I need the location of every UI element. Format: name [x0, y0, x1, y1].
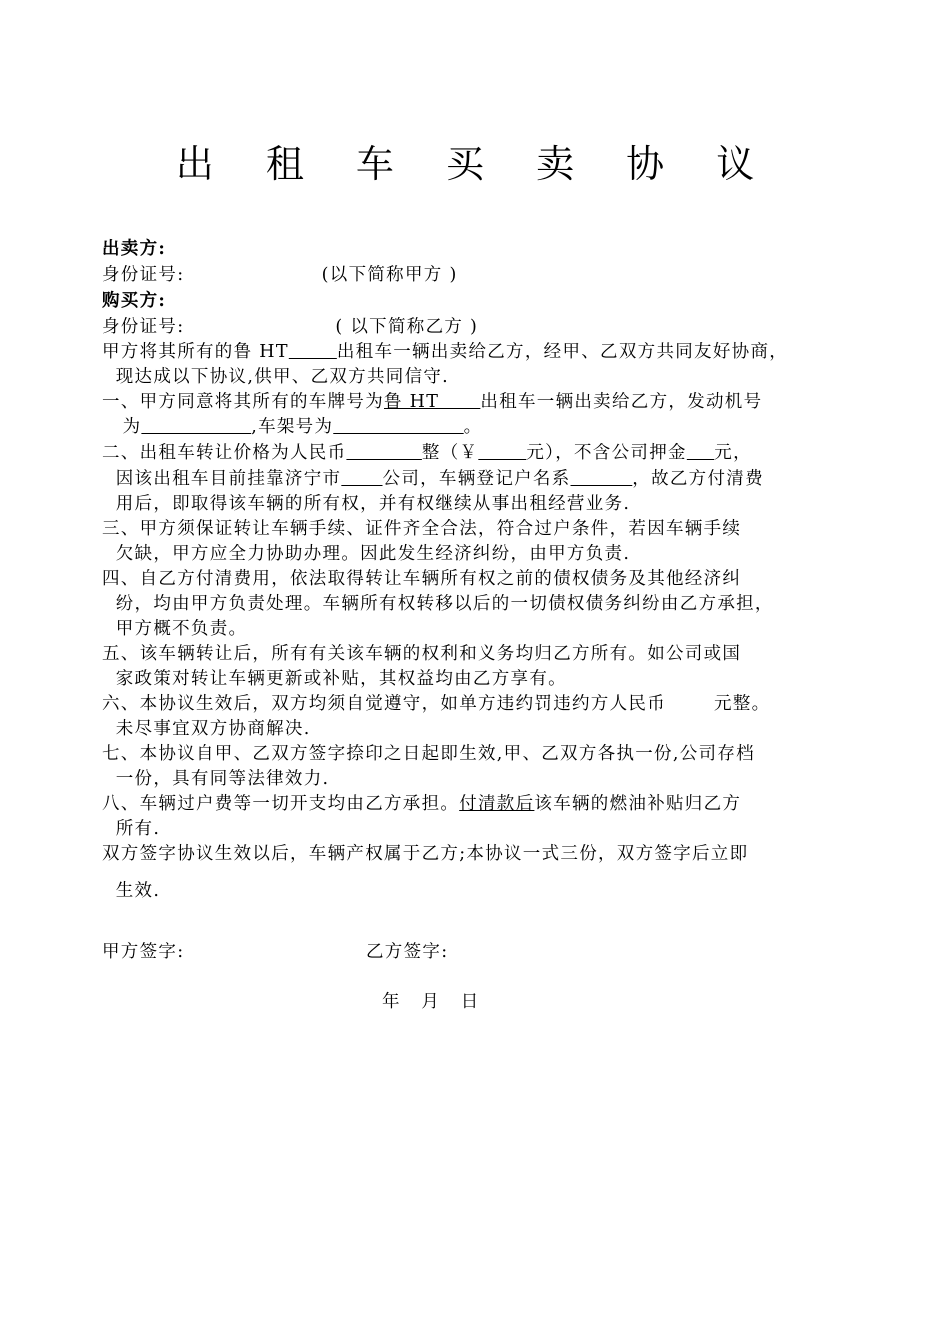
- clause-2-text-a: 二、出租车转让价格为人民币: [102, 443, 347, 463]
- clause-2-line-1: [102, 440, 752, 466]
- clause-8-text-a: 八、车辆过户费等一切开支均由乙方承担。: [102, 794, 460, 814]
- price-blank: [346, 443, 422, 463]
- clause-2-line-3: 用后，即取得该车辆的所有权，并有权继续从事出租经营业务.: [102, 494, 631, 514]
- clause-4-line-3: 甲方概不负责。: [102, 619, 248, 639]
- clause-2-text-g: ，故乙方付清费: [632, 469, 764, 489]
- clause-1-line-2: [102, 414, 482, 440]
- clause-2-line-2: [102, 466, 764, 492]
- owner-name-blank: [571, 469, 633, 489]
- party-a-signature: 甲方签字:: [102, 942, 185, 962]
- clause-8-line-2: 所有.: [102, 819, 161, 839]
- clause-2-text-d: 元，: [714, 443, 752, 463]
- clause-3-line-1: 三、甲方须保证转让车辆手续、证件齐全合法，符合过户条件，若因车辆手续: [102, 519, 742, 539]
- closing-line-1: 双方签字协议生效以后，车辆产权属于乙方;本协议一式三份，双方签字后立即: [102, 844, 749, 864]
- seller-label: 出卖方:: [102, 239, 167, 259]
- clause-4-line-2: 纷，均由甲方负责处理。车辆所有权转移以后的一切债权债务纠纷由乙方承担，: [102, 594, 774, 614]
- clause-8-line-1: [102, 791, 741, 817]
- clause-7-line-1: 七、本协议自甲、乙双方签字捺印之日起即生效,甲、乙双方各执一份,公司存档: [102, 744, 755, 764]
- buyer-label: 购买方:: [102, 291, 167, 311]
- clause-3-line-2: 欠缺，甲方应全力协助办理。因此发生经济纠纷，由甲方负责.: [102, 544, 631, 564]
- clause-6-line-2: 未尽事宜双方协商解决.: [102, 719, 311, 739]
- intro-text-b: 出租车一辆出卖给乙方，经甲、乙双方共同友好协商，: [336, 342, 789, 362]
- closing-line-2: 生效.: [102, 881, 161, 901]
- engine-number-blank: [141, 417, 251, 437]
- clause-1-prefix: 为: [102, 417, 142, 437]
- frame-number-blank: [333, 417, 463, 437]
- clause-4-line-1: 四、自乙方付清费用，依法取得转让车辆所有权之前的债权债务及其他经济纠: [102, 569, 742, 589]
- clause-1-period: 。: [463, 417, 483, 437]
- party-b-signature: 乙方签字:: [366, 942, 449, 962]
- company-blank: [341, 469, 382, 489]
- plate-number-underlined: 鲁 HT: [384, 392, 481, 412]
- clause-1-line-1: [102, 389, 762, 415]
- buyer-id-line: 身份证号: ( 以下简称乙方 ): [102, 317, 479, 337]
- clause-2-text-b: 整（￥: [421, 443, 479, 463]
- clause-5-line-2: 家政策对转让车辆更新或补贴，其权益均由乙方享有。: [102, 669, 567, 689]
- clause-1-text: 一、甲方同意将其所有的车牌号为: [102, 392, 384, 412]
- deposit-blank: [687, 443, 714, 463]
- plate-blank: [289, 342, 337, 362]
- sign-date: 年 月 日: [382, 992, 480, 1012]
- clause-1-text-b: 出租车一辆出卖给乙方，发动机号: [480, 392, 763, 412]
- clause-2-text-c: 元），不含公司押金: [526, 443, 687, 463]
- clause-8-underlined: 付清款后: [459, 794, 535, 814]
- intro-text-a: 甲方将其所有的鲁 HT: [102, 342, 289, 362]
- clause-7-line-2: 一份，具有同等法律效力.: [102, 769, 330, 789]
- document-title: 出 租 车 买 卖 协 议: [175, 142, 775, 186]
- clause-5-line-1: 五、该车辆转让后，所有有关该车辆的权利和义务均归乙方所有。如公司或国: [102, 644, 742, 664]
- clause-2-text-e: 因该出租车目前挂靠济宁市: [102, 469, 342, 489]
- seller-id-line: 身份证号: (以下简称甲方 ): [102, 265, 458, 285]
- price-number-blank: [478, 443, 526, 463]
- intro-line-2: 现达成以下协议,供甲、乙双方共同信守.: [102, 367, 450, 387]
- intro-line-1: [102, 339, 788, 365]
- clause-6-line-1: 六、本协议生效后，双方均须自觉遵守，如单方违约罚违约方人民币 元整。: [102, 694, 771, 714]
- clause-1-frame-text: ,车架号为: [251, 417, 334, 437]
- clause-2-text-f: 公司，车辆登记户名系: [382, 469, 571, 489]
- clause-8-text-c: 该车辆的燃油补贴归乙方: [534, 794, 742, 814]
